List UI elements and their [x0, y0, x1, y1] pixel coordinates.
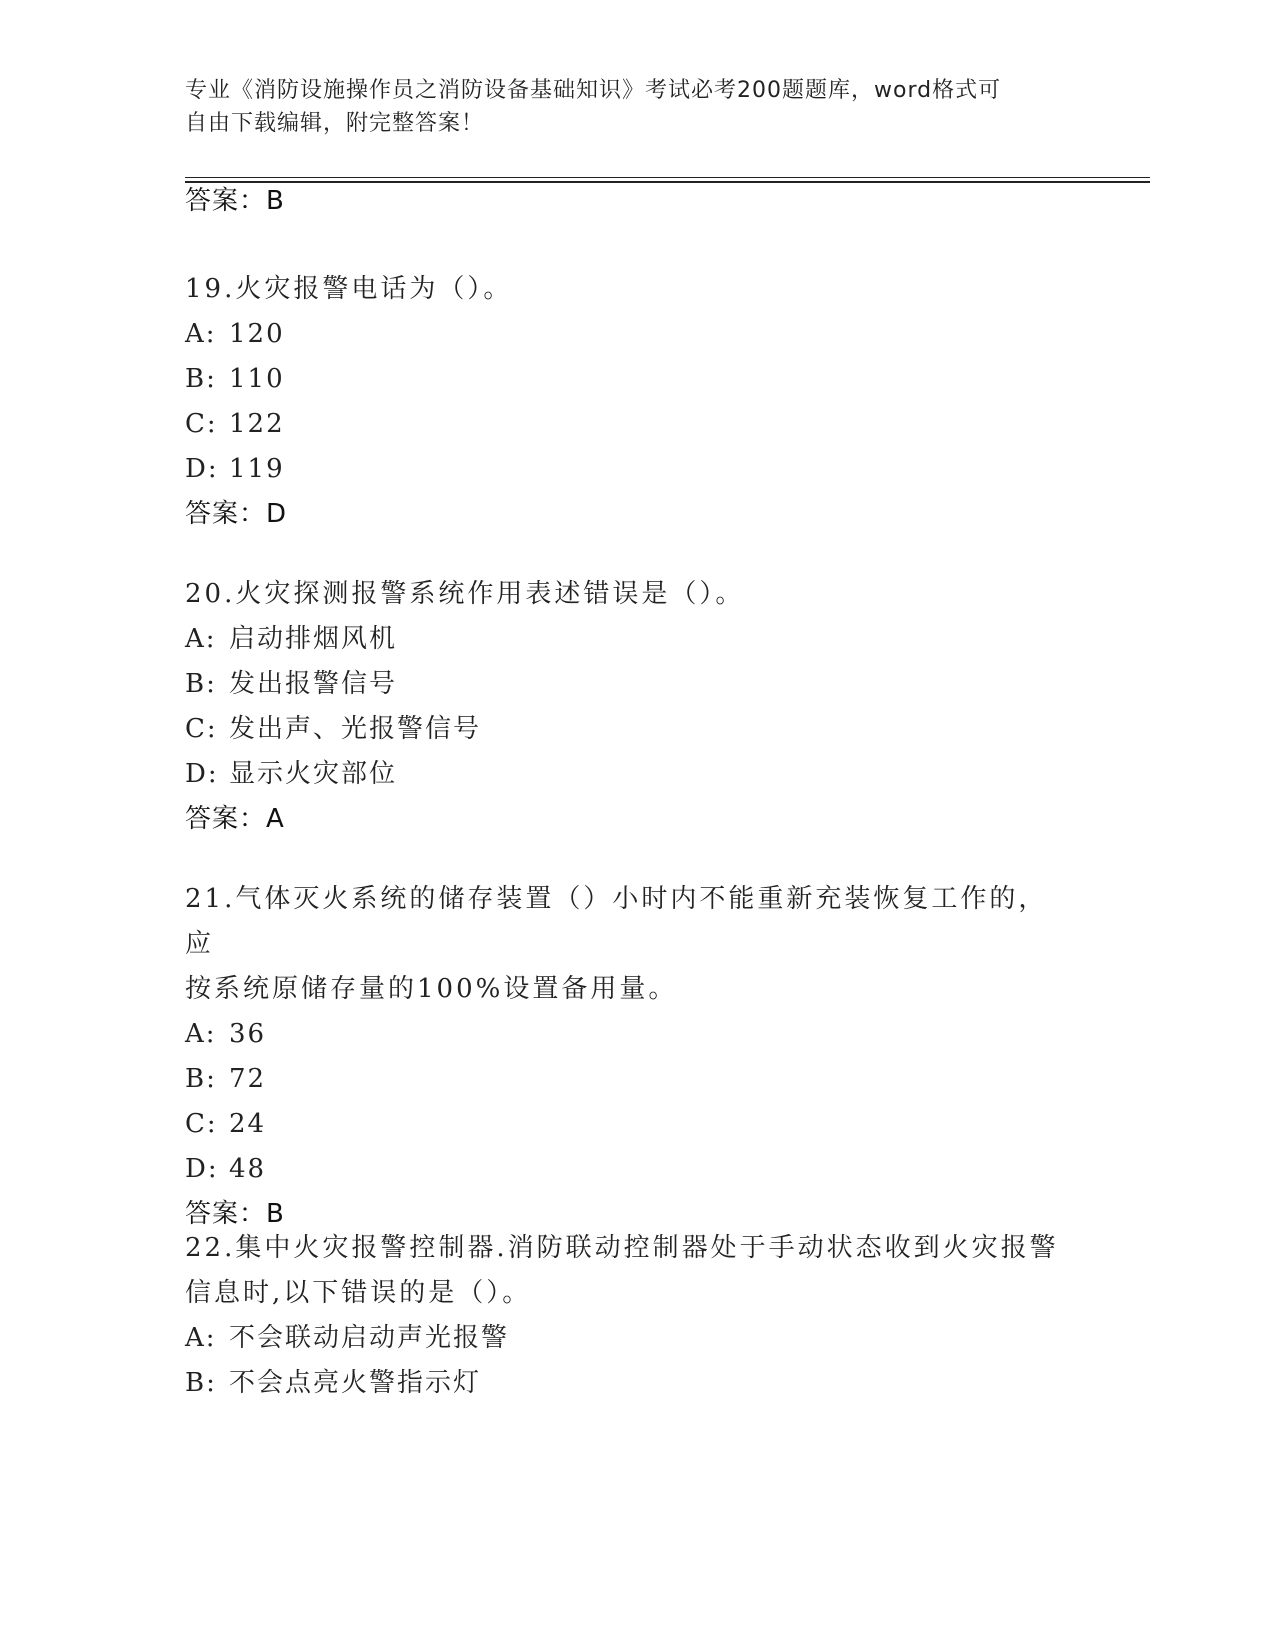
- question-20: [185, 572, 1065, 837]
- option-c: [185, 402, 1065, 447]
- option-a: [185, 312, 1065, 357]
- question-text-line-2: 按系统原储存量的100%设置备用量。: [185, 974, 678, 1004]
- option-text: 72: [229, 1064, 267, 1094]
- header-divider-thin: [185, 177, 1150, 178]
- question-21: [185, 877, 1065, 1232]
- option-d: [185, 1147, 1065, 1192]
- question-text-line-1: 22.集中火灾报警控制器.消防联动控制器处于手动状态收到火灾报警: [185, 1233, 1059, 1263]
- option-text: 36: [229, 1019, 267, 1049]
- answer-line: 答案：B: [185, 1199, 285, 1229]
- option-letter: D:: [185, 759, 219, 789]
- option-b: [185, 1057, 1065, 1102]
- option-a: [185, 1012, 1065, 1057]
- answer-line: 答案：D: [185, 499, 288, 529]
- answer-line: 答案：A: [185, 804, 285, 834]
- option-letter: D:: [185, 1154, 219, 1184]
- option-b: [185, 662, 1065, 707]
- question-text: 19.火灾报警电话为（）。: [185, 274, 513, 304]
- option-text: 不会点亮火警指示灯: [229, 1368, 482, 1398]
- option-letter: B:: [185, 1064, 217, 1094]
- question-text-line-1: 21.气体灭火系统的储存装置（）小时内不能重新充装恢复工作的，应: [185, 884, 1048, 959]
- option-letter: B:: [185, 669, 217, 699]
- option-text: 48: [229, 1154, 267, 1184]
- option-letter: B:: [185, 364, 217, 394]
- option-letter: D:: [185, 454, 219, 484]
- option-a: [185, 617, 1065, 662]
- option-b: [185, 357, 1065, 402]
- option-c: [185, 707, 1065, 752]
- option-b: [185, 1361, 1065, 1406]
- option-d: [185, 447, 1065, 492]
- option-text: 显示火灾部位: [229, 759, 398, 789]
- option-a: [185, 1316, 1065, 1361]
- option-letter: A:: [185, 1323, 217, 1353]
- question-22: [185, 1226, 1065, 1406]
- option-letter: C:: [185, 714, 218, 744]
- option-letter: A:: [185, 624, 217, 654]
- option-letter: A:: [185, 319, 217, 349]
- option-letter: A:: [185, 1019, 217, 1049]
- option-letter: B:: [185, 1368, 217, 1398]
- question-text-line-2: 信息时,以下错误的是（）。: [185, 1278, 532, 1308]
- option-text: 120: [229, 319, 285, 349]
- option-letter: C:: [185, 1109, 218, 1139]
- question-19: [185, 267, 1065, 532]
- option-text: 24: [229, 1109, 267, 1139]
- option-text: 122: [229, 409, 285, 439]
- option-text: 119: [229, 454, 285, 484]
- option-text: 发出声、光报警信号: [229, 714, 482, 744]
- header-line-1: 专业《消防设施操作员之消防设备基础知识》考试必考200题题库，word格式可: [185, 78, 1002, 103]
- header-line-2: 自由下载编辑，附完整答案！: [185, 111, 485, 136]
- option-text: 发出报警信号: [229, 669, 398, 699]
- option-text: 110: [229, 364, 285, 394]
- option-d: [185, 752, 1065, 797]
- previous-question-answer: 答案：B: [185, 186, 285, 216]
- question-text: 20.火灾探测报警系统作用表述错误是（）。: [185, 579, 745, 609]
- option-text: 启动排烟风机: [229, 624, 398, 654]
- option-c: [185, 1102, 1065, 1147]
- option-letter: C:: [185, 409, 218, 439]
- option-text: 不会联动启动声光报警: [229, 1323, 510, 1353]
- document-header: [185, 74, 1065, 140]
